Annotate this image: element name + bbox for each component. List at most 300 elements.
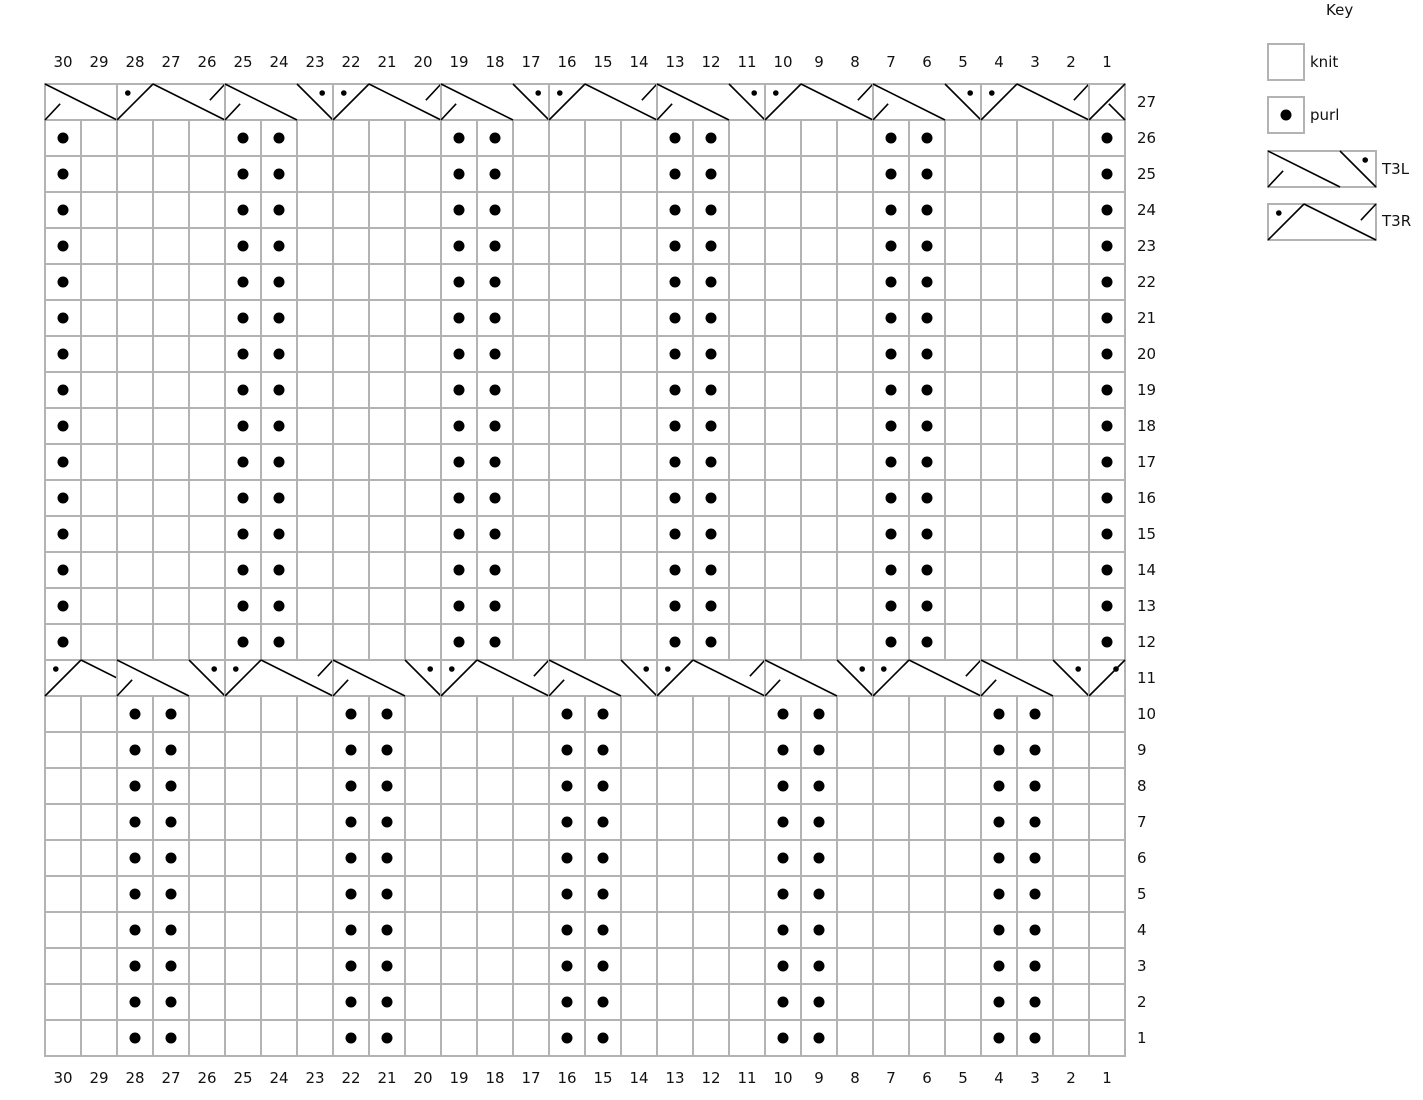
knit-cell bbox=[369, 372, 405, 408]
t3l-cable bbox=[333, 660, 441, 696]
column-label: 12 bbox=[701, 1069, 721, 1087]
purl-dot bbox=[490, 493, 501, 504]
knit-cell bbox=[513, 588, 549, 624]
purl-dot bbox=[670, 133, 681, 144]
t3r-cable bbox=[117, 84, 225, 120]
purl-dot bbox=[58, 205, 69, 216]
purl-dot bbox=[238, 313, 249, 324]
knit-cell bbox=[117, 624, 153, 660]
knit-cell bbox=[1089, 768, 1125, 804]
knit-cell bbox=[297, 300, 333, 336]
knit-cell bbox=[549, 300, 585, 336]
purl-dot bbox=[238, 493, 249, 504]
purl-dot bbox=[562, 925, 573, 936]
purl-dot bbox=[130, 961, 141, 972]
purl-dot bbox=[562, 961, 573, 972]
knit-cell bbox=[297, 552, 333, 588]
cable-purl-dot bbox=[535, 90, 541, 96]
knit-cell bbox=[909, 912, 945, 948]
purl-dot bbox=[994, 925, 1005, 936]
knit-cell bbox=[513, 300, 549, 336]
purl-dot bbox=[886, 565, 897, 576]
purl-dot bbox=[670, 601, 681, 612]
knit-cell bbox=[657, 876, 693, 912]
knit-cell bbox=[621, 624, 657, 660]
knit-cell bbox=[405, 948, 441, 984]
knit-cell bbox=[585, 372, 621, 408]
knit-cell bbox=[729, 624, 765, 660]
purl-dot bbox=[922, 313, 933, 324]
purl-dot bbox=[670, 385, 681, 396]
knit-cell bbox=[693, 696, 729, 732]
knit-cell bbox=[225, 876, 261, 912]
knit-cell bbox=[153, 516, 189, 552]
knit-cell bbox=[765, 228, 801, 264]
purl-dot bbox=[166, 925, 177, 936]
knit-cell bbox=[189, 948, 225, 984]
cable-purl-dot bbox=[643, 666, 649, 672]
knit-cell bbox=[909, 768, 945, 804]
knit-cell bbox=[333, 228, 369, 264]
knit-cell bbox=[81, 840, 117, 876]
purl-dot bbox=[598, 745, 609, 756]
knit-cell bbox=[837, 444, 873, 480]
knit-cell bbox=[369, 552, 405, 588]
knit-cell bbox=[297, 516, 333, 552]
knit-cell bbox=[837, 552, 873, 588]
knit-cell bbox=[405, 984, 441, 1020]
column-label: 26 bbox=[197, 53, 217, 71]
knit-cell bbox=[801, 588, 837, 624]
knit-cell bbox=[657, 732, 693, 768]
column-label: 10 bbox=[773, 53, 793, 71]
knit-cell bbox=[837, 804, 873, 840]
knit-cell bbox=[405, 300, 441, 336]
purl-dot bbox=[274, 349, 285, 360]
cable-purl-dot bbox=[427, 666, 433, 672]
knit-cell bbox=[873, 804, 909, 840]
knit-cell bbox=[369, 156, 405, 192]
knit-cell bbox=[261, 804, 297, 840]
purl-dot bbox=[346, 889, 357, 900]
purl-dot bbox=[1102, 385, 1113, 396]
purl-dot bbox=[1102, 637, 1113, 648]
knit-cell bbox=[441, 912, 477, 948]
purl-dot bbox=[886, 241, 897, 252]
purl-dot bbox=[598, 925, 609, 936]
key-symbol-t3l bbox=[1268, 151, 1376, 187]
purl-dot bbox=[562, 745, 573, 756]
knit-cell bbox=[837, 624, 873, 660]
t3l-cable bbox=[873, 84, 981, 120]
purl-dot bbox=[778, 817, 789, 828]
cable-cell bbox=[1268, 204, 1376, 240]
purl-dot bbox=[922, 601, 933, 612]
knit-cell bbox=[1053, 372, 1089, 408]
knit-cell bbox=[297, 804, 333, 840]
knit-cell bbox=[333, 444, 369, 480]
purl-dot bbox=[346, 709, 357, 720]
column-label: 2 bbox=[1066, 53, 1076, 71]
column-label: 16 bbox=[557, 53, 577, 71]
knit-cell bbox=[621, 156, 657, 192]
knit-cell bbox=[585, 444, 621, 480]
purl-dot bbox=[994, 961, 1005, 972]
purl-dot bbox=[814, 817, 825, 828]
knit-cell bbox=[837, 228, 873, 264]
purl-dot bbox=[490, 529, 501, 540]
knit-cell bbox=[117, 480, 153, 516]
purl-dot bbox=[454, 349, 465, 360]
row-label: 18 bbox=[1137, 417, 1157, 435]
column-label: 18 bbox=[485, 53, 505, 71]
knit-cell bbox=[513, 624, 549, 660]
knit-cell bbox=[513, 192, 549, 228]
cable-purl-dot bbox=[319, 90, 325, 96]
purl-dot bbox=[1102, 313, 1113, 324]
key-label-purl: purl bbox=[1310, 106, 1340, 124]
knit-cell bbox=[153, 336, 189, 372]
knit-cell bbox=[513, 516, 549, 552]
knit-cell bbox=[153, 156, 189, 192]
purl-dot bbox=[274, 457, 285, 468]
row-label: 13 bbox=[1137, 597, 1157, 615]
purl-dot bbox=[598, 1033, 609, 1044]
knit-cell bbox=[801, 480, 837, 516]
knit-cell bbox=[153, 588, 189, 624]
purl-dot bbox=[1102, 241, 1113, 252]
knit-cell bbox=[549, 156, 585, 192]
cable-cell bbox=[765, 84, 873, 120]
column-label: 23 bbox=[305, 53, 325, 71]
knit-cell bbox=[81, 156, 117, 192]
knit-cell bbox=[945, 984, 981, 1020]
cable-cell bbox=[549, 84, 657, 120]
knit-cell bbox=[621, 696, 657, 732]
column-label: 27 bbox=[161, 1069, 181, 1087]
purl-dot bbox=[382, 925, 393, 936]
purl-dot bbox=[778, 925, 789, 936]
knit-cell bbox=[261, 840, 297, 876]
purl-dot bbox=[886, 529, 897, 540]
knit-cell bbox=[549, 408, 585, 444]
purl-dot bbox=[490, 349, 501, 360]
purl-dot bbox=[346, 781, 357, 792]
knit-cell bbox=[909, 840, 945, 876]
purl-dot bbox=[814, 961, 825, 972]
purl-dot bbox=[166, 1033, 177, 1044]
purl-dot bbox=[382, 853, 393, 864]
knit-cell bbox=[333, 408, 369, 444]
knit-cell bbox=[1089, 876, 1125, 912]
knit-cell bbox=[837, 120, 873, 156]
knit-cell bbox=[189, 984, 225, 1020]
knit-cell bbox=[81, 876, 117, 912]
knit-cell bbox=[909, 1020, 945, 1056]
purl-dot bbox=[886, 601, 897, 612]
knit-cell bbox=[837, 732, 873, 768]
knit-cell bbox=[153, 228, 189, 264]
knit-cell bbox=[513, 336, 549, 372]
purl-dot bbox=[994, 817, 1005, 828]
knit-cell bbox=[1089, 984, 1125, 1020]
knit-cell bbox=[225, 768, 261, 804]
purl-dot bbox=[670, 529, 681, 540]
purl-dot bbox=[58, 421, 69, 432]
purl-dot bbox=[706, 421, 717, 432]
knit-cell bbox=[945, 768, 981, 804]
purl-dot bbox=[454, 313, 465, 324]
knit-cell bbox=[513, 372, 549, 408]
knit-cell bbox=[1089, 948, 1125, 984]
purl-dot bbox=[562, 997, 573, 1008]
knit-cell bbox=[369, 480, 405, 516]
purl-dot bbox=[58, 637, 69, 648]
purl-dot bbox=[1102, 529, 1113, 540]
row-label: 6 bbox=[1137, 849, 1147, 867]
key-label-t3r: T3R bbox=[1382, 212, 1412, 230]
knit-cell bbox=[729, 336, 765, 372]
t3l-cable bbox=[1089, 84, 1125, 120]
knit-cell bbox=[81, 984, 117, 1020]
knit-cell bbox=[225, 696, 261, 732]
purl-dot bbox=[130, 925, 141, 936]
knit-cell bbox=[981, 336, 1017, 372]
purl-dot bbox=[886, 385, 897, 396]
knit-cell bbox=[981, 192, 1017, 228]
knit-cell bbox=[261, 984, 297, 1020]
knit-cell bbox=[1053, 120, 1089, 156]
knit-cell bbox=[837, 192, 873, 228]
column-label: 30 bbox=[53, 53, 73, 71]
knit-cell bbox=[81, 408, 117, 444]
column-label: 13 bbox=[665, 1069, 685, 1087]
knit-cell bbox=[693, 984, 729, 1020]
purl-dot bbox=[778, 961, 789, 972]
purl-dot bbox=[346, 817, 357, 828]
knit-cell bbox=[729, 480, 765, 516]
purl-dot bbox=[490, 565, 501, 576]
knit-cell bbox=[837, 264, 873, 300]
knit-cell bbox=[297, 408, 333, 444]
column-label: 15 bbox=[593, 53, 613, 71]
purl-dot bbox=[922, 169, 933, 180]
knit-cell bbox=[621, 192, 657, 228]
knit-cell bbox=[945, 912, 981, 948]
knit-cell bbox=[657, 948, 693, 984]
knit-cell bbox=[765, 264, 801, 300]
column-label: 11 bbox=[737, 53, 757, 71]
knit-cell bbox=[1053, 336, 1089, 372]
knit-cell bbox=[693, 804, 729, 840]
purl-dot bbox=[490, 601, 501, 612]
purl-dot bbox=[454, 601, 465, 612]
purl-dot bbox=[670, 241, 681, 252]
knit-cell bbox=[81, 264, 117, 300]
knit-cell bbox=[945, 552, 981, 588]
knit-cell bbox=[405, 912, 441, 948]
knit-cell bbox=[153, 120, 189, 156]
knit-cell bbox=[621, 228, 657, 264]
knit-cell bbox=[801, 228, 837, 264]
column-label: 9 bbox=[814, 53, 824, 71]
knit-cell bbox=[81, 768, 117, 804]
purl-dot bbox=[274, 277, 285, 288]
purl-dot bbox=[886, 457, 897, 468]
knit-cell bbox=[765, 480, 801, 516]
purl-dot bbox=[58, 385, 69, 396]
knit-cell bbox=[1053, 948, 1089, 984]
purl-dot bbox=[670, 205, 681, 216]
knit-cell bbox=[153, 552, 189, 588]
knit-cell bbox=[117, 228, 153, 264]
knit-cell bbox=[477, 768, 513, 804]
knit-cell bbox=[405, 840, 441, 876]
knit-cell bbox=[945, 336, 981, 372]
purl-dot bbox=[274, 133, 285, 144]
knit-cell bbox=[1089, 696, 1125, 732]
purl-dot bbox=[886, 637, 897, 648]
knit-cell bbox=[117, 264, 153, 300]
knit-cell bbox=[1053, 696, 1089, 732]
column-label: 7 bbox=[886, 53, 896, 71]
knit-cell bbox=[837, 984, 873, 1020]
knit-cell bbox=[981, 300, 1017, 336]
knit-cell bbox=[153, 444, 189, 480]
knit-cell bbox=[909, 732, 945, 768]
knit-cell bbox=[729, 1020, 765, 1056]
knit-cell bbox=[405, 156, 441, 192]
knit-cell bbox=[1017, 120, 1053, 156]
knit-cell bbox=[405, 588, 441, 624]
cable-cell bbox=[1268, 151, 1376, 187]
knit-cell bbox=[1017, 372, 1053, 408]
knit-cell bbox=[729, 372, 765, 408]
knit-cell bbox=[45, 696, 81, 732]
column-label: 14 bbox=[629, 1069, 649, 1087]
knit-cell bbox=[945, 732, 981, 768]
row-label: 3 bbox=[1137, 957, 1147, 975]
knit-cell bbox=[657, 984, 693, 1020]
cable-purl-dot bbox=[989, 90, 995, 96]
t3r-cable bbox=[657, 660, 765, 696]
knit-cell bbox=[981, 156, 1017, 192]
knit-cell bbox=[513, 156, 549, 192]
knit-cell bbox=[333, 588, 369, 624]
purl-dot bbox=[562, 853, 573, 864]
knit-cell bbox=[945, 516, 981, 552]
purl-dot bbox=[454, 241, 465, 252]
purl-dot bbox=[382, 1033, 393, 1044]
knit-cell bbox=[45, 876, 81, 912]
knit-cell bbox=[621, 948, 657, 984]
knit-cell bbox=[369, 120, 405, 156]
knit-cell bbox=[729, 300, 765, 336]
knit-cell bbox=[153, 264, 189, 300]
column-label: 8 bbox=[850, 53, 860, 71]
purl-dot bbox=[130, 997, 141, 1008]
knit-cell bbox=[981, 480, 1017, 516]
knit-cell bbox=[405, 336, 441, 372]
knit-cell bbox=[837, 300, 873, 336]
knit-cell bbox=[729, 912, 765, 948]
knit-cell bbox=[837, 480, 873, 516]
knit-cell bbox=[621, 300, 657, 336]
knit-cell bbox=[225, 732, 261, 768]
knit-cell bbox=[81, 120, 117, 156]
knit-cell bbox=[945, 300, 981, 336]
purl-dot bbox=[382, 817, 393, 828]
row-label: 4 bbox=[1137, 921, 1147, 939]
knit-cell bbox=[873, 1020, 909, 1056]
knit-cell bbox=[945, 372, 981, 408]
knit-cell bbox=[189, 300, 225, 336]
purl-dot bbox=[1030, 961, 1041, 972]
purl-dot bbox=[706, 133, 717, 144]
knit-cell bbox=[513, 732, 549, 768]
purl-dot bbox=[274, 565, 285, 576]
purl-dot bbox=[706, 637, 717, 648]
knit-cell bbox=[981, 120, 1017, 156]
knit-cell bbox=[585, 336, 621, 372]
knit-cell bbox=[585, 228, 621, 264]
knit-cell bbox=[81, 516, 117, 552]
knit-cell bbox=[189, 804, 225, 840]
purl-dot bbox=[238, 133, 249, 144]
purl-dot bbox=[490, 637, 501, 648]
knit-cell bbox=[225, 948, 261, 984]
column-label: 16 bbox=[557, 1069, 577, 1087]
column-label: 24 bbox=[269, 1069, 289, 1087]
purl-dot bbox=[238, 205, 249, 216]
knit-cell bbox=[945, 228, 981, 264]
knit-cell bbox=[945, 804, 981, 840]
purl-dot bbox=[346, 997, 357, 1008]
key-symbol-knit bbox=[1268, 44, 1304, 80]
purl-dot bbox=[598, 961, 609, 972]
knit-cell bbox=[693, 840, 729, 876]
knit-cell bbox=[477, 732, 513, 768]
knit-cell bbox=[297, 372, 333, 408]
knit-cell bbox=[297, 948, 333, 984]
purl-dot bbox=[130, 781, 141, 792]
column-label: 29 bbox=[89, 1069, 109, 1087]
knit-cell bbox=[189, 156, 225, 192]
knit-cell bbox=[765, 516, 801, 552]
purl-dot bbox=[382, 997, 393, 1008]
purl-dot bbox=[346, 853, 357, 864]
knit-cell bbox=[657, 912, 693, 948]
knit-cell bbox=[693, 732, 729, 768]
purl-dot bbox=[706, 205, 717, 216]
row-label: 27 bbox=[1137, 93, 1157, 111]
knit-cell bbox=[441, 696, 477, 732]
knit-cell bbox=[297, 228, 333, 264]
knit-cell bbox=[801, 156, 837, 192]
purl-dot bbox=[166, 961, 177, 972]
knit-cell bbox=[297, 444, 333, 480]
purl-dot bbox=[382, 889, 393, 900]
purl-dot bbox=[814, 781, 825, 792]
purl-dot bbox=[238, 421, 249, 432]
purl-dot bbox=[1102, 205, 1113, 216]
row-label: 8 bbox=[1137, 777, 1147, 795]
knit-cell bbox=[477, 804, 513, 840]
knit-cell bbox=[117, 300, 153, 336]
knit-cell bbox=[81, 372, 117, 408]
knit-cell bbox=[729, 804, 765, 840]
knit-cell bbox=[765, 588, 801, 624]
